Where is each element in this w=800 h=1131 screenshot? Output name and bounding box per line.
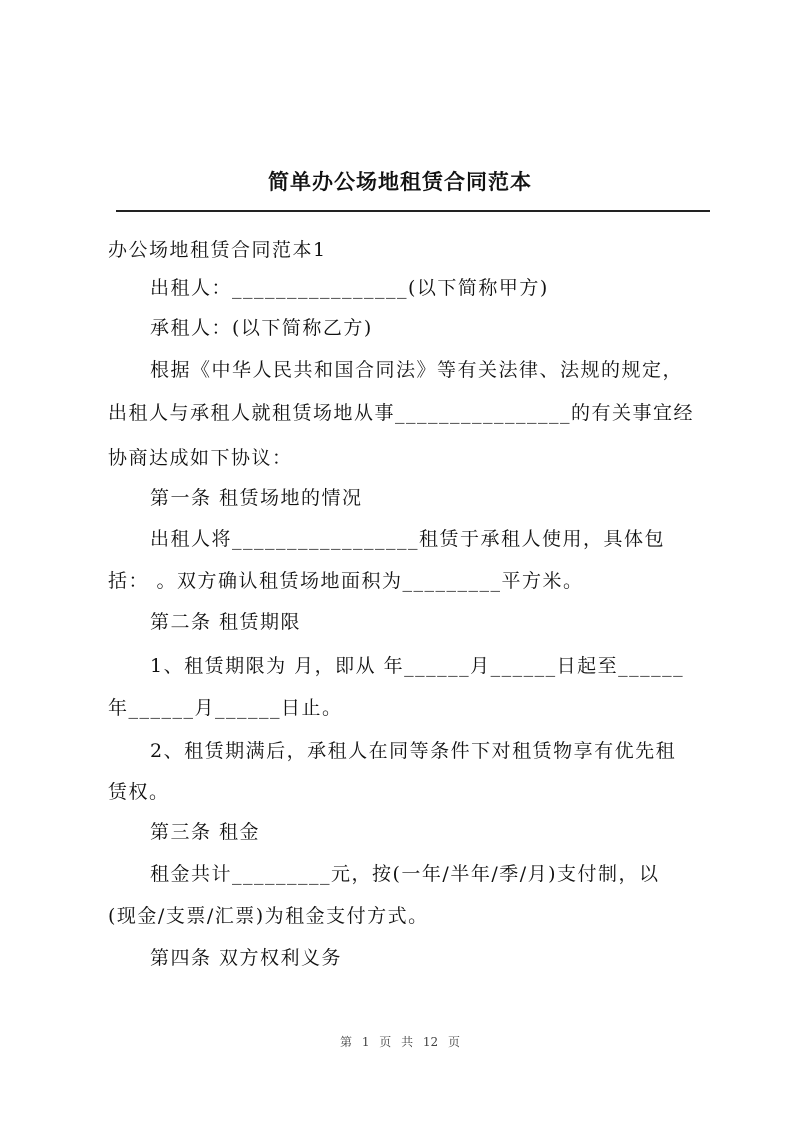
page-number: 第 1 页 共 12 页 bbox=[340, 1035, 460, 1049]
article-heading: 第四条 双方权利义务 bbox=[150, 947, 343, 969]
contract-heading: 办公场地租赁合同范本1 bbox=[108, 239, 327, 261]
paragraph-line: 租金共计_________元，按(一年/半年/季/月)支付制，以 bbox=[150, 863, 660, 885]
document-title: 简单办公场地租赁合同范本 bbox=[268, 169, 532, 194]
paragraph-line: (现金/支票/汇票)为租金支付方式。 bbox=[108, 905, 429, 927]
paragraph-line: 年______月______日止。 bbox=[108, 697, 343, 719]
article-heading: 第一条 租赁场地的情况 bbox=[150, 487, 363, 509]
lessee-line: 承租人：(以下简称乙方) bbox=[150, 317, 373, 339]
paragraph-line: 协商达成如下协议： bbox=[108, 447, 293, 469]
article-heading: 第三条 租金 bbox=[150, 821, 261, 843]
lessor-line: 出租人：________________(以下简称甲方) bbox=[150, 277, 549, 299]
paragraph-line: 1、租赁期限为 月，即从 年______月______日起至______ bbox=[150, 655, 685, 677]
title-divider bbox=[116, 210, 710, 212]
paragraph-line: 出租人将_________________租赁于承租人使用，具体包 bbox=[150, 528, 666, 550]
paragraph-line: 2、租赁期满后，承租人在同等条件下对租赁物享有优先租 bbox=[150, 740, 677, 762]
paragraph-line: 出租人与承租人就租赁场地从事________________的有关事宜经 bbox=[108, 402, 695, 424]
paragraph-line: 括： 。双方确认租赁场地面积为_________平方米。 bbox=[108, 570, 584, 592]
article-heading: 第二条 租赁期限 bbox=[150, 611, 302, 633]
paragraph-line: 根据《中华人民共和国合同法》等有关法律、法规的规定， bbox=[150, 359, 684, 381]
paragraph-line: 赁权。 bbox=[108, 781, 170, 803]
